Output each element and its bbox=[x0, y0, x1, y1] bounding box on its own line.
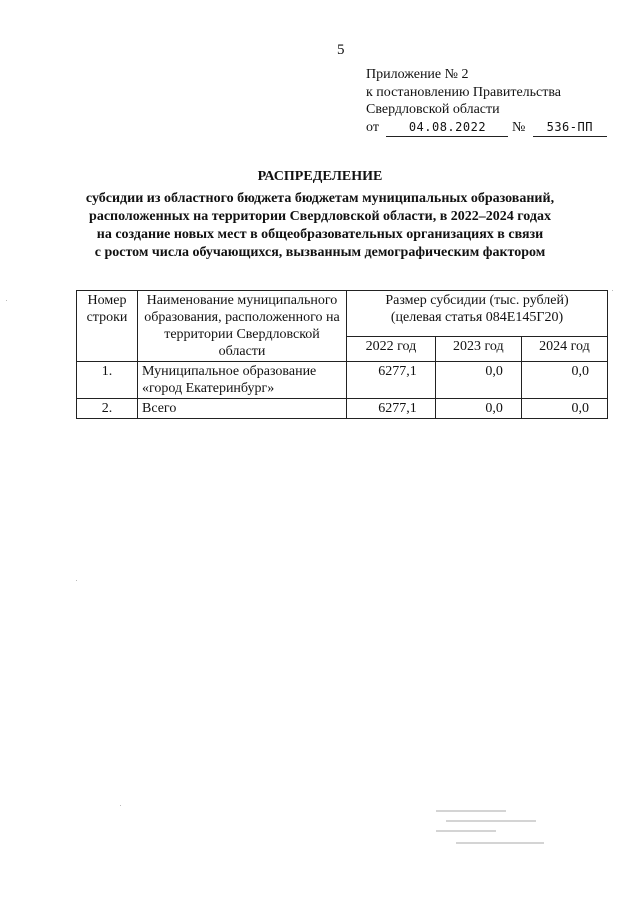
appendix-date-number bbox=[366, 119, 607, 138]
subsidy-table bbox=[76, 290, 608, 419]
cell-2023: 0,0 bbox=[435, 399, 521, 419]
title-line-3: на создание новых мест в общеобразовательных организациях в связи bbox=[96, 227, 544, 242]
cell-2024: 0,0 bbox=[521, 399, 607, 419]
header-year-2024: 2024 год bbox=[521, 337, 607, 362]
scan-speck bbox=[612, 290, 613, 291]
faded-stamp bbox=[436, 806, 546, 848]
cell-2022: 6277,1 bbox=[347, 399, 436, 419]
number-prefix: № bbox=[511, 119, 526, 135]
document-title bbox=[40, 168, 600, 262]
cell-row-number: 1. bbox=[77, 362, 138, 399]
title-heading: РАСПРЕДЕЛЕНИЕ bbox=[257, 169, 383, 184]
date-prefix: от bbox=[366, 119, 379, 135]
document-number: 536-ПП bbox=[533, 119, 607, 138]
cell-row-number: 2. bbox=[77, 399, 138, 419]
scan-speck bbox=[76, 580, 77, 581]
cell-municipality: Муниципальное образование «город Екатеринбург» bbox=[138, 362, 347, 399]
cell-municipality: Всего bbox=[138, 399, 347, 419]
document-date: 04.08.2022 bbox=[386, 119, 508, 138]
header-subsidy-amount bbox=[347, 291, 608, 337]
cell-2023: 0,0 bbox=[435, 362, 521, 399]
appendix-line-3: Свердловской области bbox=[366, 102, 500, 117]
scan-speck bbox=[120, 805, 121, 806]
title-line-1: субсидии из областного бюджета бюджетам муниципальных образований, bbox=[85, 191, 555, 206]
cell-2022: 6277,1 bbox=[347, 362, 436, 399]
table-row-total bbox=[77, 399, 608, 419]
cell-2024: 0,0 bbox=[521, 362, 607, 399]
scan-speck bbox=[6, 300, 7, 301]
appendix-line-1: Приложение № 2 bbox=[366, 67, 469, 82]
title-line-4: с ростом числа обучающихся, вызванным демографическим фактором bbox=[94, 245, 546, 260]
table-row bbox=[77, 362, 608, 399]
header-amount-line-1: Размер субсидии (тыс. рублей) bbox=[385, 293, 569, 308]
header-municipality-name: Наименование муниципального образования, расположенного на территории Свердловской области bbox=[138, 291, 347, 362]
title-line-2: расположенных на территории Свердловской области, в 2022–2024 годах bbox=[89, 209, 551, 224]
appendix-line-2: к постановлению Правительства bbox=[366, 84, 562, 100]
header-row-number: Номер строки bbox=[77, 291, 138, 362]
header-year-2023: 2023 год bbox=[435, 337, 521, 362]
header-year-2022: 2022 год bbox=[347, 337, 436, 362]
header-amount-line-2: (целевая статья 084E145Г20) bbox=[390, 310, 564, 325]
table-header-row bbox=[77, 291, 608, 337]
appendix-block bbox=[366, 66, 607, 137]
page-number: 5 bbox=[337, 42, 345, 58]
